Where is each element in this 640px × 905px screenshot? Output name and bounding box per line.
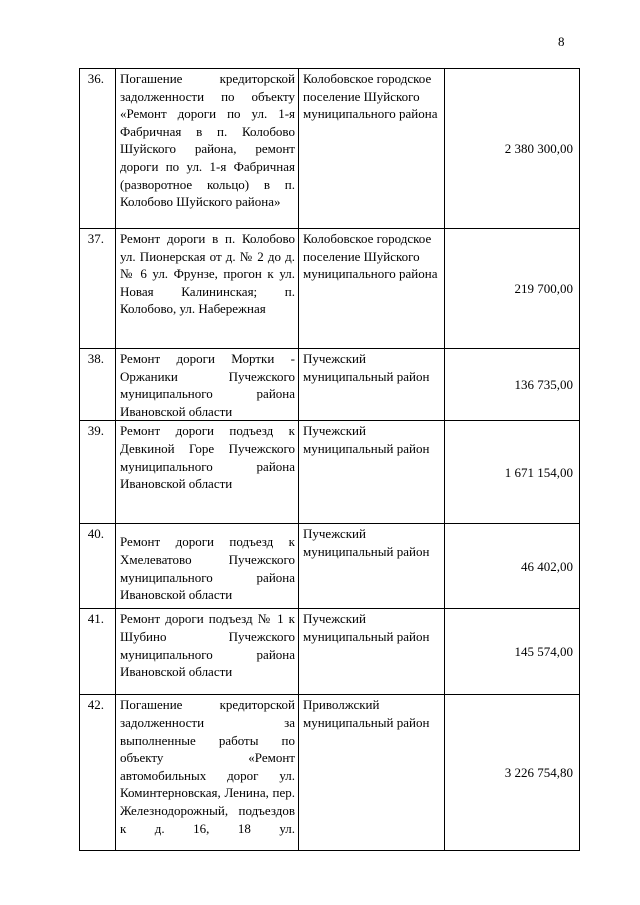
- table-row: [80, 229, 580, 349]
- amount-value: 136 735,00: [445, 349, 580, 421]
- recipient-name: Пучежский муниципальный район: [299, 421, 445, 524]
- project-name: Погашение кредиторской задолженности по объекту «Ремонт дороги по ул. 1-я Фабричная в п. Колобово Шуйского района, ремонт дороги по ул. 1-я Фабричная (разворотное кольцо) в п. Колобово Шуйского района»: [116, 69, 299, 229]
- row-number: 41.: [80, 609, 116, 695]
- row-number: 42.: [80, 695, 116, 851]
- amount-value: 46 402,00: [445, 524, 580, 609]
- page-number: 8: [558, 34, 565, 49]
- row-number: 38.: [80, 349, 116, 421]
- project-name: Ремонт дороги подъезд № 1 к Шубино Пучежского муниципального района Ивановской области: [116, 609, 299, 695]
- amount-value: 1 671 154,00: [445, 421, 580, 524]
- table-row: [80, 69, 580, 229]
- recipient-name: Пучежский муниципальный район: [299, 609, 445, 695]
- amount-value: 145 574,00: [445, 609, 580, 695]
- project-name: Ремонт дороги в п. Колобово ул. Пионерская от д. № 2 до д. № 6 ул. Фрунзе, прогон к ул. Новая Калининская; п. Колобово, ул. Набережная: [116, 229, 299, 349]
- recipient-name: Пучежский муниципальный район: [299, 524, 445, 609]
- table-row: [80, 609, 580, 695]
- recipient-name: Приволжский муниципальный район: [299, 695, 445, 851]
- amount-value: 219 700,00: [445, 229, 580, 349]
- project-name: Ремонт дороги подъезд к Хмелеватово Пучежского муниципального района Ивановской области: [116, 524, 299, 609]
- row-number: 36.: [80, 69, 116, 229]
- row-number: 37.: [80, 229, 116, 349]
- recipient-name: Колобовское городское поселение Шуйского муниципального района: [299, 69, 445, 229]
- funding-table: [79, 68, 580, 851]
- amount-value: 2 380 300,00: [445, 69, 580, 229]
- project-name: Ремонт дороги подъезд к Девкиной Горе Пучежского муниципального района Ивановской области: [116, 421, 299, 524]
- amount-value: 3 226 754,80: [445, 695, 580, 851]
- table-row: [80, 349, 580, 421]
- recipient-name: Пучежский муниципальный район: [299, 349, 445, 421]
- project-name: Погашение кредиторской задолженности за выполненные работы по объекту «Ремонт автомобильных дорог ул. Коминтерновская, Ленина, пер. Железнодорожный, подъездов к д. 16, 18 ул.: [116, 695, 299, 851]
- table-row: [80, 695, 580, 851]
- row-number: 40.: [80, 524, 116, 609]
- row-number: 39.: [80, 421, 116, 524]
- recipient-name: Колобовское городское поселение Шуйского муниципального района: [299, 229, 445, 349]
- table-row: [80, 524, 580, 609]
- project-name: Ремонт дороги Мортки - Оржаники Пучежского муниципального района Ивановской области: [116, 349, 299, 421]
- table-row: [80, 421, 580, 524]
